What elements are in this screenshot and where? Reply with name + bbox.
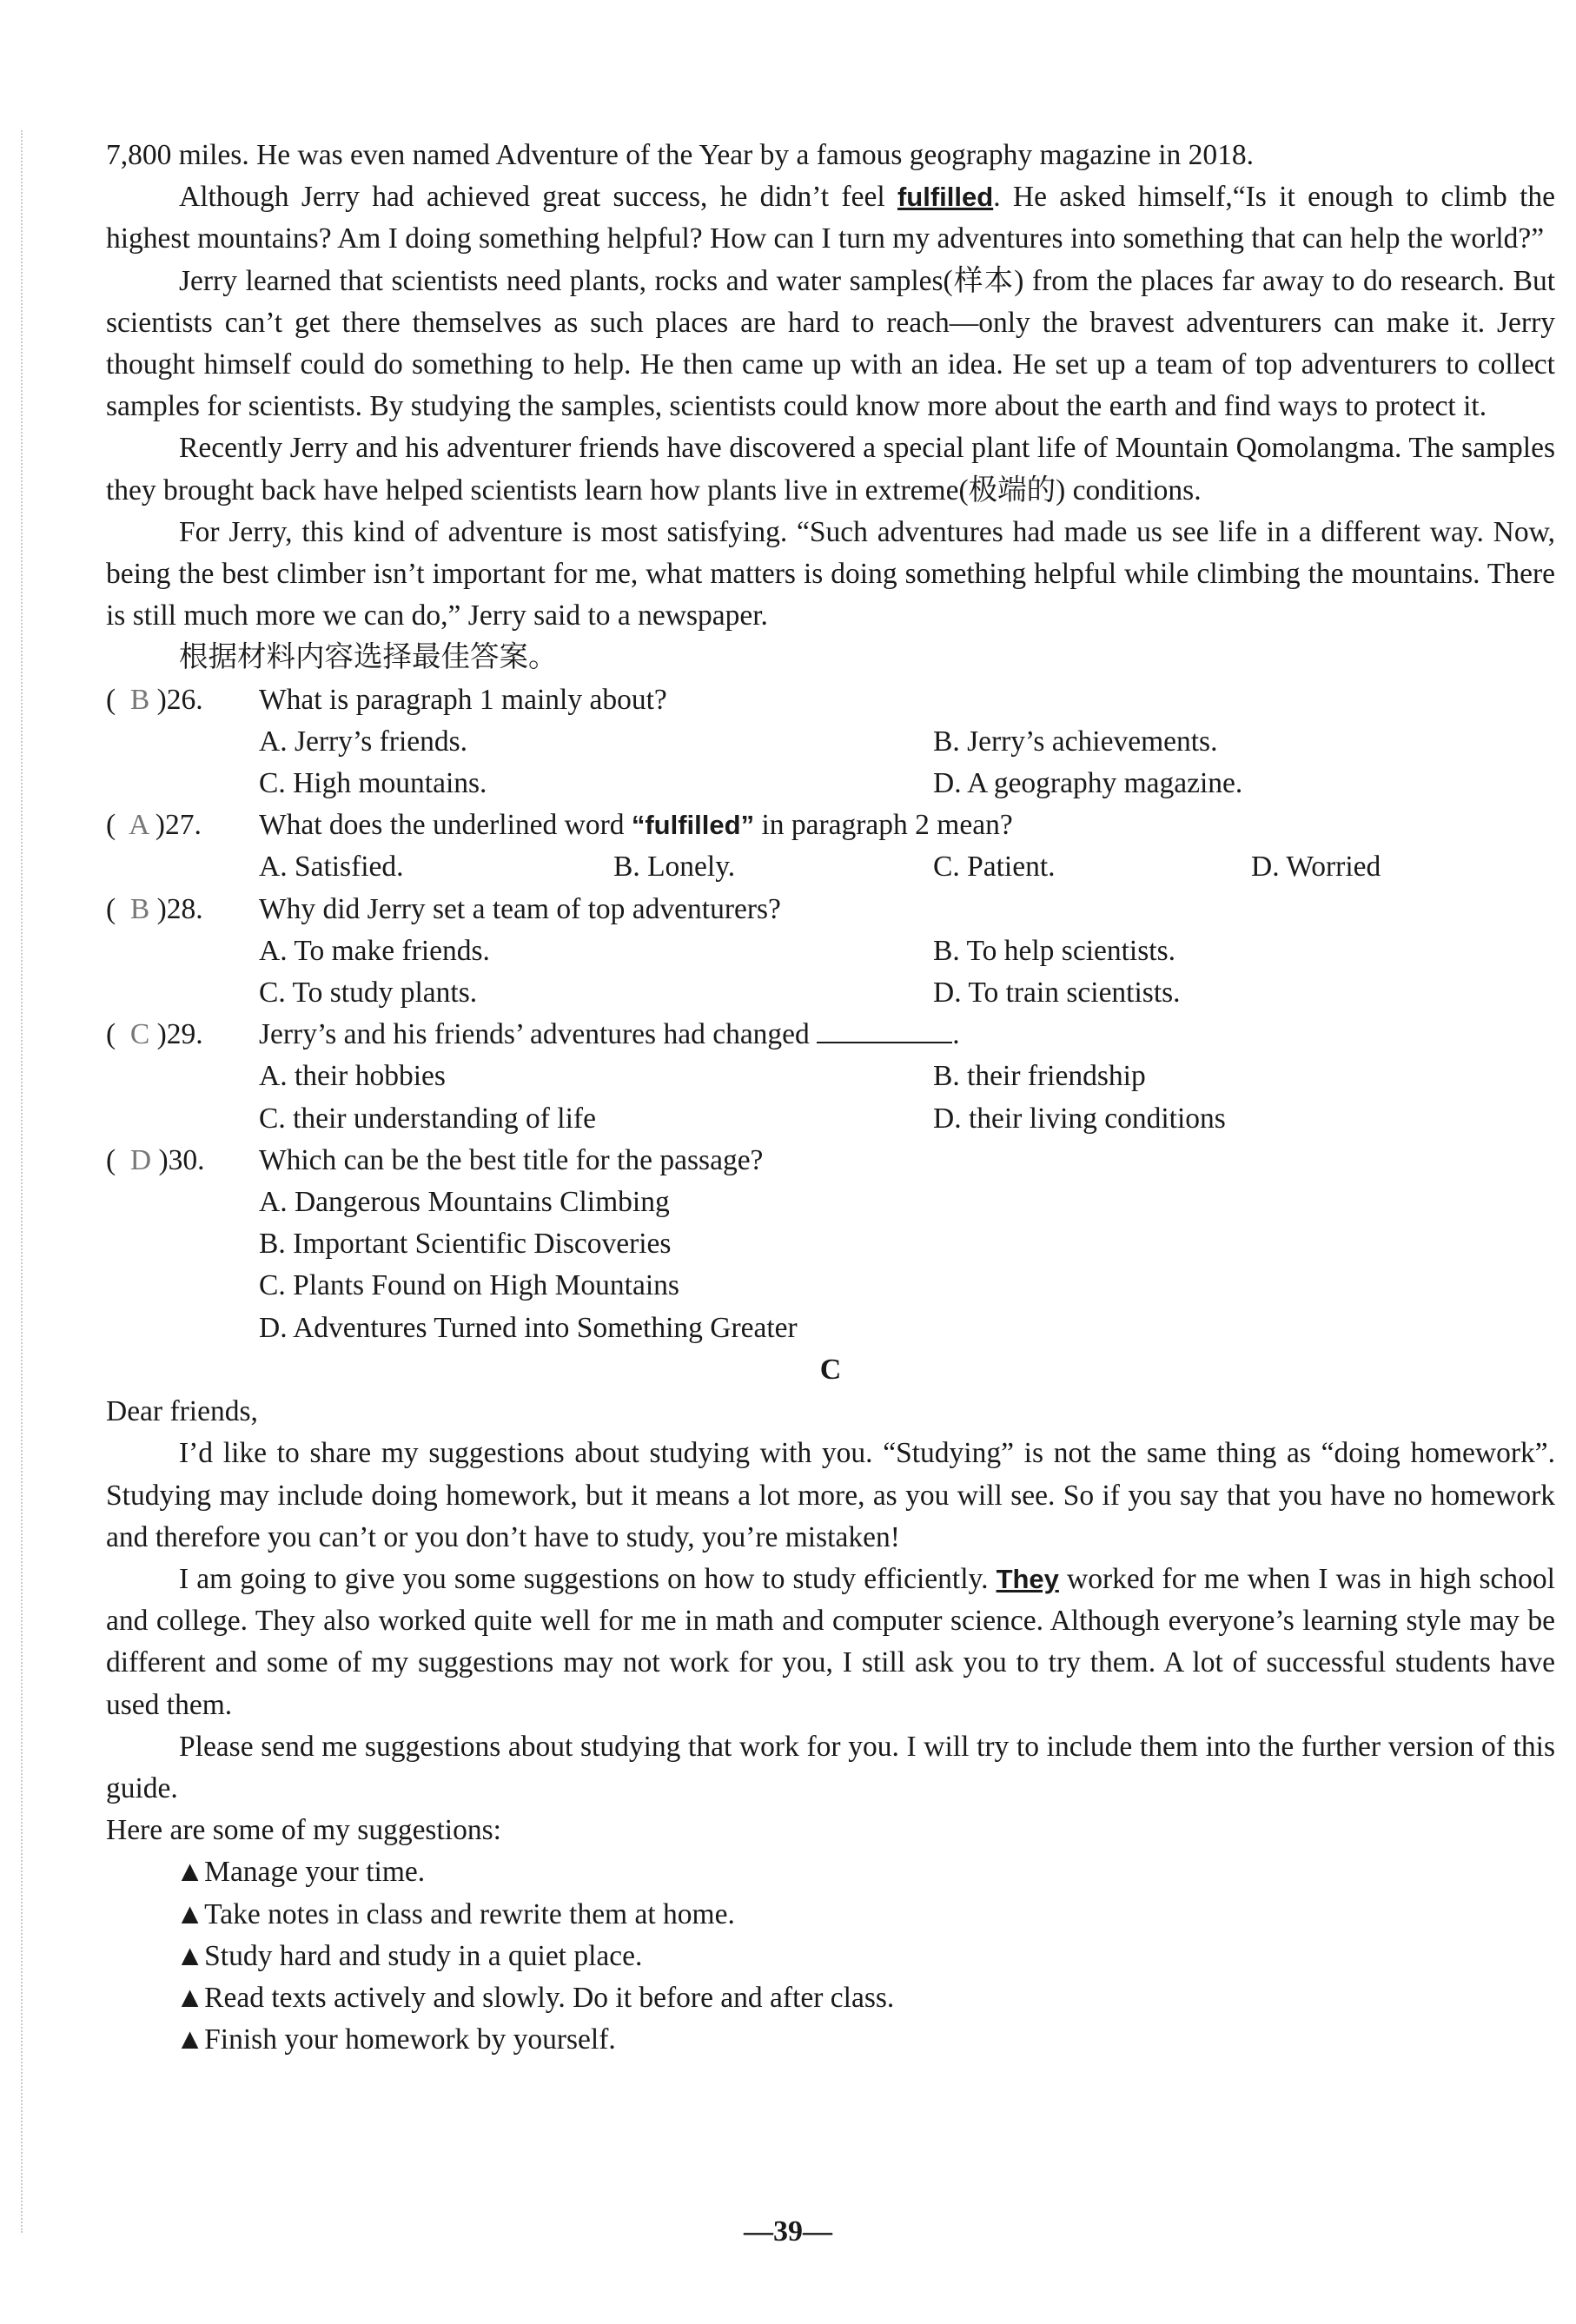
question-28-stem: Why did Jerry set a team of top adventurers? (259, 892, 781, 925)
letter-greeting: Dear friends, (106, 1395, 258, 1428)
suggestion-item: ▲Read texts actively and slowly. Do it before and after class. (175, 1981, 895, 2014)
option-27-d: D. Worried (1251, 851, 1381, 884)
option-29-b: B. their friendship (933, 1060, 1146, 1093)
answer-28: B (129, 892, 150, 925)
answer-29: C (129, 1018, 150, 1051)
passage-c-paragraph-1: I’d like to share my suggestions about studying with you. “Studying” is not the same thing as “doing homework”. Studying may include doing homework, but it means a lot more, as you will see. So if you say that you have no homework and therefore you can’t or you don’t have to study, you’re mistaken! (106, 1437, 1555, 1553)
passage-b-paragraph-4: Recently Jerry and his adventurer friends have discovered a special plant life of Mountain Qomolangma. The samples they brought back have helped scientists learn how plants live in extreme(极端的) conditions. (106, 432, 1555, 507)
suggestion-item: ▲Finish your homework by yourself. (175, 2023, 616, 2056)
question-26-stem: What is paragraph 1 mainly about? (259, 683, 667, 716)
question-27: ( A )27. What does the underlined word “fulfilled” in paragraph 2 mean? (106, 804, 1555, 846)
page-number: —39— (744, 2215, 832, 2248)
option-28-a: A. To make friends. (259, 934, 490, 967)
suggestions-intro: Here are some of my suggestions: (106, 1814, 501, 1847)
question-26: ( B )26. What is paragraph 1 mainly about? (106, 679, 1555, 721)
question-30: ( D )30. Which can be the best title for the passage? (106, 1140, 1555, 1182)
suggestion-item: ▲Study hard and study in a quiet place. (175, 1939, 643, 1972)
question-28: ( B )28. Why did Jerry set a team of top adventurers? (106, 889, 1555, 930)
option-30-b: B. Important Scientific Discoveries (259, 1228, 672, 1261)
question-27-stem: What does the underlined word “fulfilled” in paragraph 2 mean? (259, 809, 1013, 842)
option-30-c: C. Plants Found on High Mountains (259, 1269, 679, 1302)
option-28-c: C. To study plants. (259, 977, 478, 1010)
binding-margin-line (21, 130, 23, 2233)
page-content (106, 135, 1555, 2061)
passage-c-paragraph-3: Please send me suggestions about studying that work for you. I will try to include them into the further version of this guide. (106, 1730, 1555, 1804)
option-26-b: B. Jerry’s achievements. (933, 725, 1218, 758)
question-29-stem: Jerry’s and his friends’ adventures had changed . (259, 1014, 960, 1056)
section-c-heading: C (819, 1353, 842, 1386)
answer-27: A (129, 809, 149, 842)
option-27-c: C. Patient. (933, 851, 1056, 884)
question-instruction: 根据材料内容选择最佳答案。 (179, 641, 558, 674)
passage-c-paragraph-2: I am going to give you some suggestions on how to study efficiently. They worked for me when I was in high school and college. They also worked quite well for me in math and computer science. Although everyone’s learning style may be different and some of my suggestions may not work for you, I still ask you to try them. A lot of successful students have used them. (106, 1562, 1555, 1721)
option-30-d: D. Adventures Turned into Something Greater (259, 1311, 798, 1344)
option-27-b: B. Lonely. (613, 851, 736, 884)
option-29-c: C. their understanding of life (259, 1102, 596, 1135)
option-26-c: C. High mountains. (259, 767, 487, 800)
underlined-word-they: They (996, 1563, 1059, 1594)
suggestion-item: ▲Manage your time. (175, 1856, 426, 1889)
option-29-a: A. their hobbies (259, 1060, 446, 1093)
passage-b-paragraph-5: For Jerry, this kind of adventure is most satisfying. “Such adventures had made us see life in a different way. Now, being the best climber isn’t important for me, what matters is doing something helpful while climbing the mountains. There is still much more we can do,” Jerry said to a newspaper. (106, 515, 1555, 632)
underlined-word-fulfilled: fulfilled (897, 182, 994, 213)
suggestion-item: ▲Take notes in class and rewrite them at home. (175, 1897, 735, 1930)
answer-30: D (129, 1143, 152, 1176)
option-26-a: A. Jerry’s friends. (259, 725, 468, 758)
passage-b-paragraph-1-end: 7,800 miles. He was even named Adventure of the Year by a famous geography magazine in 2018. (106, 139, 1255, 171)
option-26-d: D. A geography magazine. (933, 767, 1243, 800)
passage-b-paragraph-2: Although Jerry had achieved great success, he didn’t feel fulfilled. He asked himself,“Is it enough to climb the highest mountains? Am I doing something helpful? How can I turn my adventures into something that can help the world?” (106, 181, 1555, 255)
passage-b-paragraph-3: Jerry learned that scientists need plants, rocks and water samples(样本) from the places far away to do research. But scientists can’t get there themselves as such places are hard to reach—only the bravest adventurers can make it. Jerry thought himself could do something to help. He then came up with an idea. He set up a team of top adventurers to collect samples for scientists. By studying the samples, scientists could know more about the earth and find ways to protect it. (106, 264, 1555, 423)
answer-blank (817, 1016, 952, 1043)
question-30-stem: Which can be the best title for the passage? (259, 1143, 764, 1176)
option-27-a: A. Satisfied. (259, 851, 404, 884)
option-28-b: B. To help scientists. (933, 934, 1175, 967)
option-30-a: A. Dangerous Mountains Climbing (259, 1186, 670, 1219)
answer-26: B (129, 683, 150, 716)
question-29: ( C )29. Jerry’s and his friends’ adventures had changed . (106, 1014, 1555, 1056)
option-28-d: D. To train scientists. (933, 977, 1181, 1010)
option-29-d: D. their living conditions (933, 1102, 1226, 1135)
